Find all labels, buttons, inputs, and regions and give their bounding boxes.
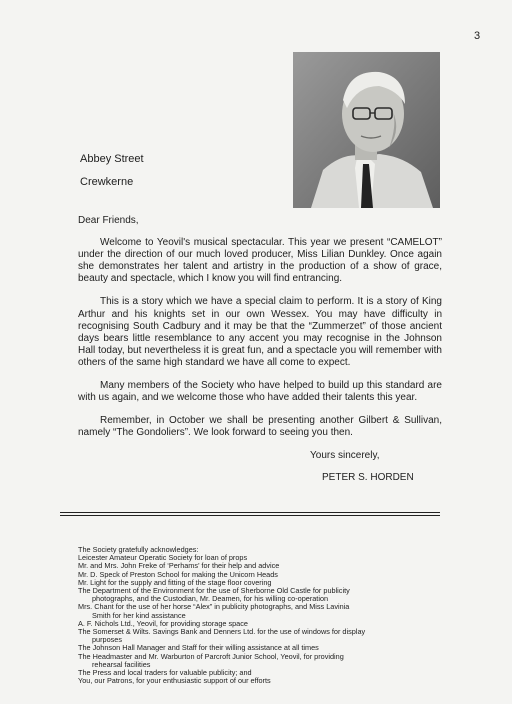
salutation: Dear Friends, bbox=[78, 215, 139, 226]
acknowledgement-item: Smith for her kind assistance bbox=[92, 610, 186, 620]
acknowledgement-item: Mr. D. Speck of Preston School for making the Unicorn Heads bbox=[78, 569, 278, 579]
portrait-photo bbox=[293, 52, 440, 208]
closing: Yours sincerely, bbox=[310, 450, 380, 461]
acknowledgement-item: The Headmaster and Mr. Warburton of Parcroft Junior School, Yeovil, for providing bbox=[78, 651, 344, 661]
portrait-photo-image bbox=[293, 52, 440, 208]
acknowledgement-item: The Department of the Environment for the use of Sherborne Old Castle for publicity bbox=[78, 586, 350, 596]
letter-paragraph: Welcome to Yeovil's musical spectacular. This year we present “CAMELOT” under the direction of our much loved producer, Miss Lilian Dunkley. Once again she demonstrates her talent and artistry in the production of a show of grace, beauty and spectacle, which I know you will find entrancing. bbox=[78, 237, 442, 285]
acknowledgement-item: Leicester Amateur Operatic Society for loan of props bbox=[78, 553, 248, 563]
letter-paragraph: Remember, in October we shall be presenting another Gilbert & Sullivan, namely “The Gondoliers”. We look forward to seeing you then. bbox=[78, 415, 442, 439]
acknowledgement-item: Mr. Light for the supply and fitting of the stage floor covering bbox=[78, 577, 272, 587]
acknowledgement-item: photographs, and the Custodian, Mr. Deamen, for his willing co-operation bbox=[92, 594, 329, 604]
acknowledgement-item: You, our Patrons, for your enthusiastic support of our efforts bbox=[78, 676, 271, 686]
acknowledgement-item: The Johnson Hall Manager and Staff for their willing assistance at all times bbox=[78, 643, 319, 653]
acknowledgement-item: rehearsal facilities bbox=[92, 659, 151, 669]
acknowledgement-item: Mrs. Chant for the use of her horse “Alex” in publicity photographs, and Miss Lavinia bbox=[78, 602, 350, 612]
acknowledgement-item: Mr. and Mrs. John Freke of ‘Perhams’ for their help and advice bbox=[78, 561, 280, 571]
acknowledgements-heading: The Society gratefully acknowledges: bbox=[78, 545, 199, 554]
address-line-1: Abbey Street bbox=[80, 153, 144, 165]
divider-line bbox=[60, 515, 440, 516]
divider-line bbox=[60, 512, 440, 513]
acknowledgement-item: The Somerset & Wilts. Savings Bank and Denners Ltd. for the use of windows for display bbox=[78, 627, 366, 637]
signature: PETER S. HORDEN bbox=[322, 472, 414, 483]
acknowledgement-item: The Press and local traders for valuable publicity; and bbox=[78, 668, 252, 678]
acknowledgement-item: purposes bbox=[92, 635, 123, 645]
address-line-2: Crewkerne bbox=[80, 176, 134, 188]
acknowledgements bbox=[78, 546, 446, 685]
acknowledgement-item: A. F. Nichols Ltd., Yeovil, for providing storage space bbox=[78, 618, 248, 628]
letter-body bbox=[78, 215, 442, 450]
letter-paragraph: This is a story which we have a special claim to perform. It is a story of King Arthur and his knights set in our own Wessex. You may have difficulty in recognising South Cadbury and it may be that the “Zummerzet” of those ancient days bears little resemblance to any accent you may recognise in the Johnson Hall today, but nevertheless it is great fun, and a spectacle you will remember with others of the same high standard we have all come to expect. bbox=[78, 296, 442, 368]
page-number: 3 bbox=[474, 30, 481, 42]
letter-paragraph: Many members of the Society who have helped to build up this standard are with us again, and we welcome those who have added their talents this year. bbox=[78, 380, 442, 404]
